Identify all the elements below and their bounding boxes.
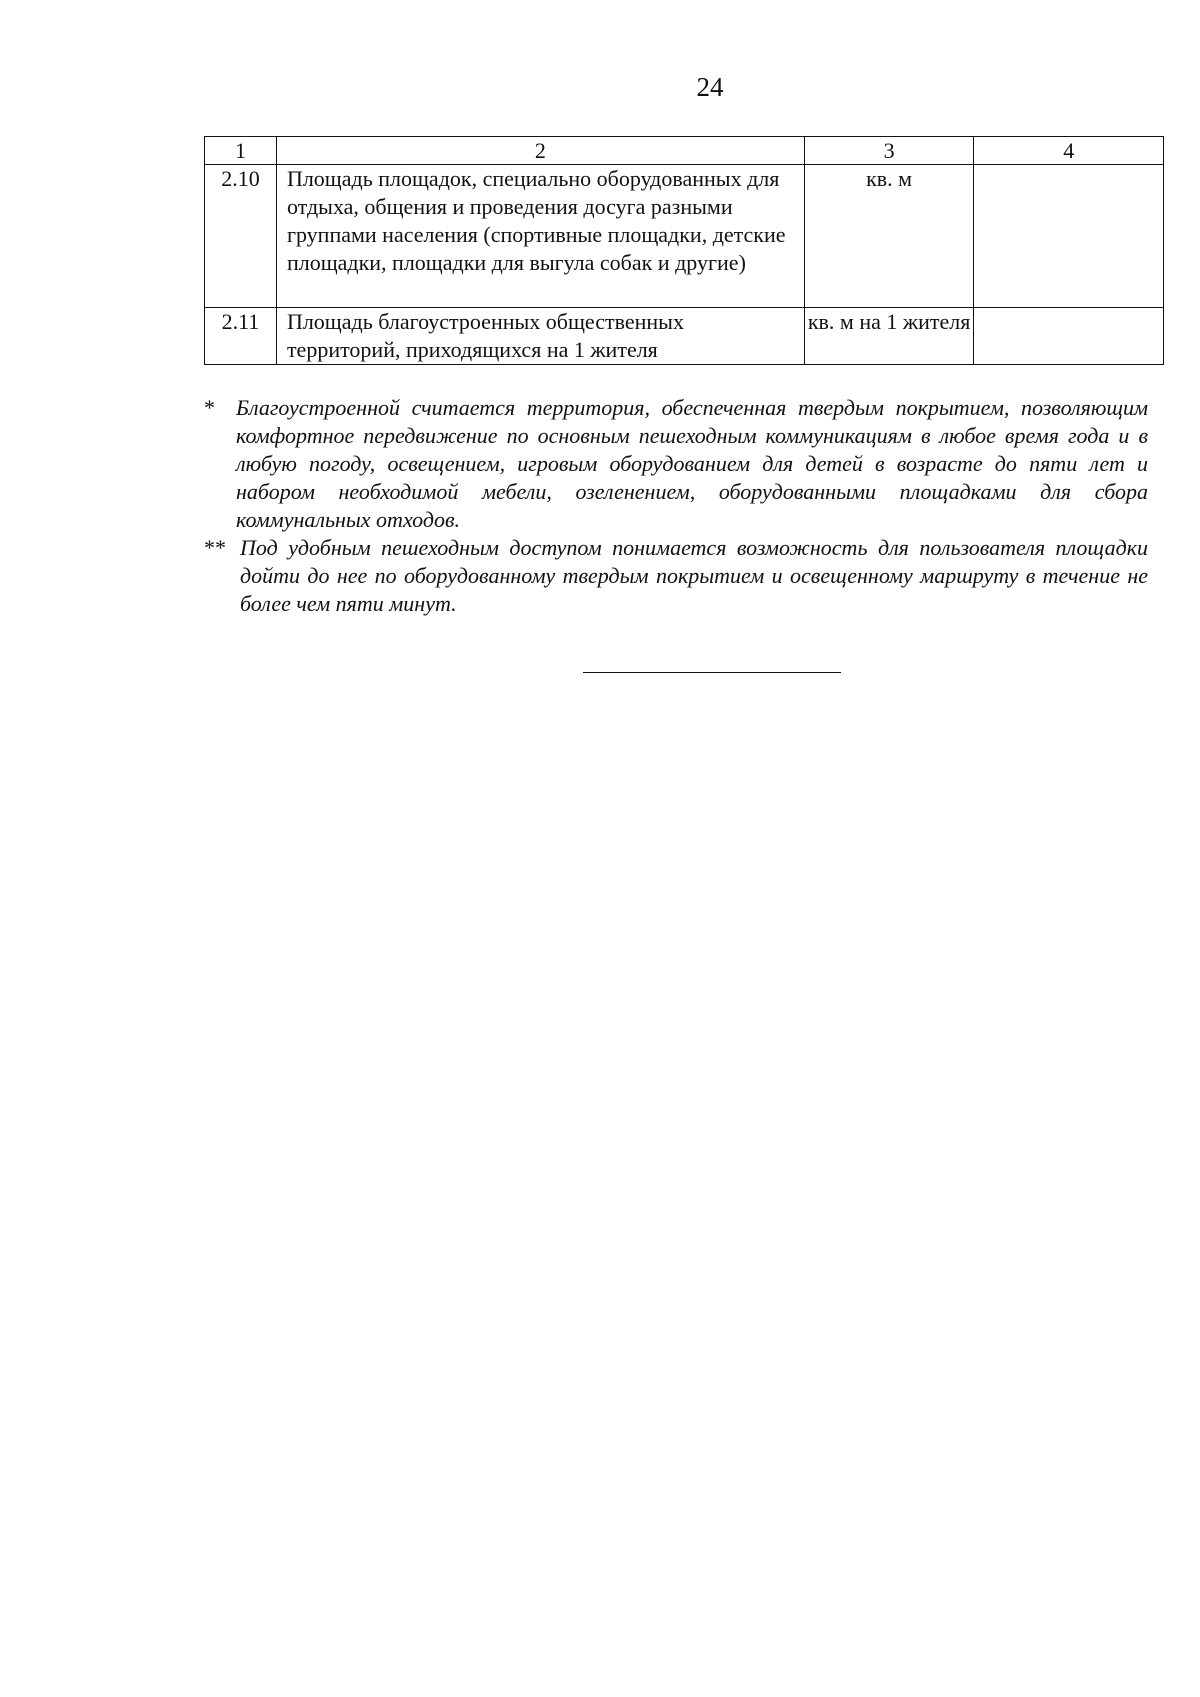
footnote-mark: * xyxy=(204,395,215,420)
footnote-text: Благоустроенной считается территория, обеспеченная твердым покрытием, позволяющим комфортное передвижение по основным пешеходным коммуникациям в любое время года и в любую погоду, освещением, игровым оборудованием для детей в возрасте до пяти лет и набором необходимой мебели, озеленением, оборудованными площадками для сбора коммунальных отходов. xyxy=(236,395,1148,532)
footnote xyxy=(204,534,1148,618)
footnote xyxy=(204,394,1148,534)
row-unit: кв. м xyxy=(804,165,974,308)
header-col-1: 1 xyxy=(205,137,277,165)
table-row xyxy=(205,165,1164,308)
row-number: 2.11 xyxy=(205,308,277,365)
row-number: 2.10 xyxy=(205,165,277,308)
page-number: 24 xyxy=(696,72,724,102)
header-col-4: 4 xyxy=(974,137,1164,165)
table-row xyxy=(205,308,1164,365)
footnotes xyxy=(204,394,1148,618)
indicators-table xyxy=(204,136,1164,365)
row-indicator-name: Площадь благоустроенных общественных территорий, приходящихся на 1 жителя xyxy=(276,308,804,365)
row-value xyxy=(974,165,1164,308)
footnote-text: Под удобным пешеходным доступом понимается возможность для пользователя площадки дойти до нее по оборудованному твердым покрытием и освещенному маршруту в течение не более чем пяти минут. xyxy=(240,535,1148,616)
header-col-2: 2 xyxy=(276,137,804,165)
closing-divider-line xyxy=(583,672,841,673)
table-header-row xyxy=(205,137,1164,165)
row-value xyxy=(974,308,1164,365)
footnote-mark: ** xyxy=(204,535,226,560)
row-indicator-name: Площадь площадок, специально оборудованных для отдыха, общения и проведения досуга разными группами населения (спортивные площадки, детские площадки, площадки для выгула собак и другие) xyxy=(276,165,804,308)
row-unit: кв. м на 1 жителя xyxy=(804,308,974,365)
header-col-3: 3 xyxy=(804,137,974,165)
